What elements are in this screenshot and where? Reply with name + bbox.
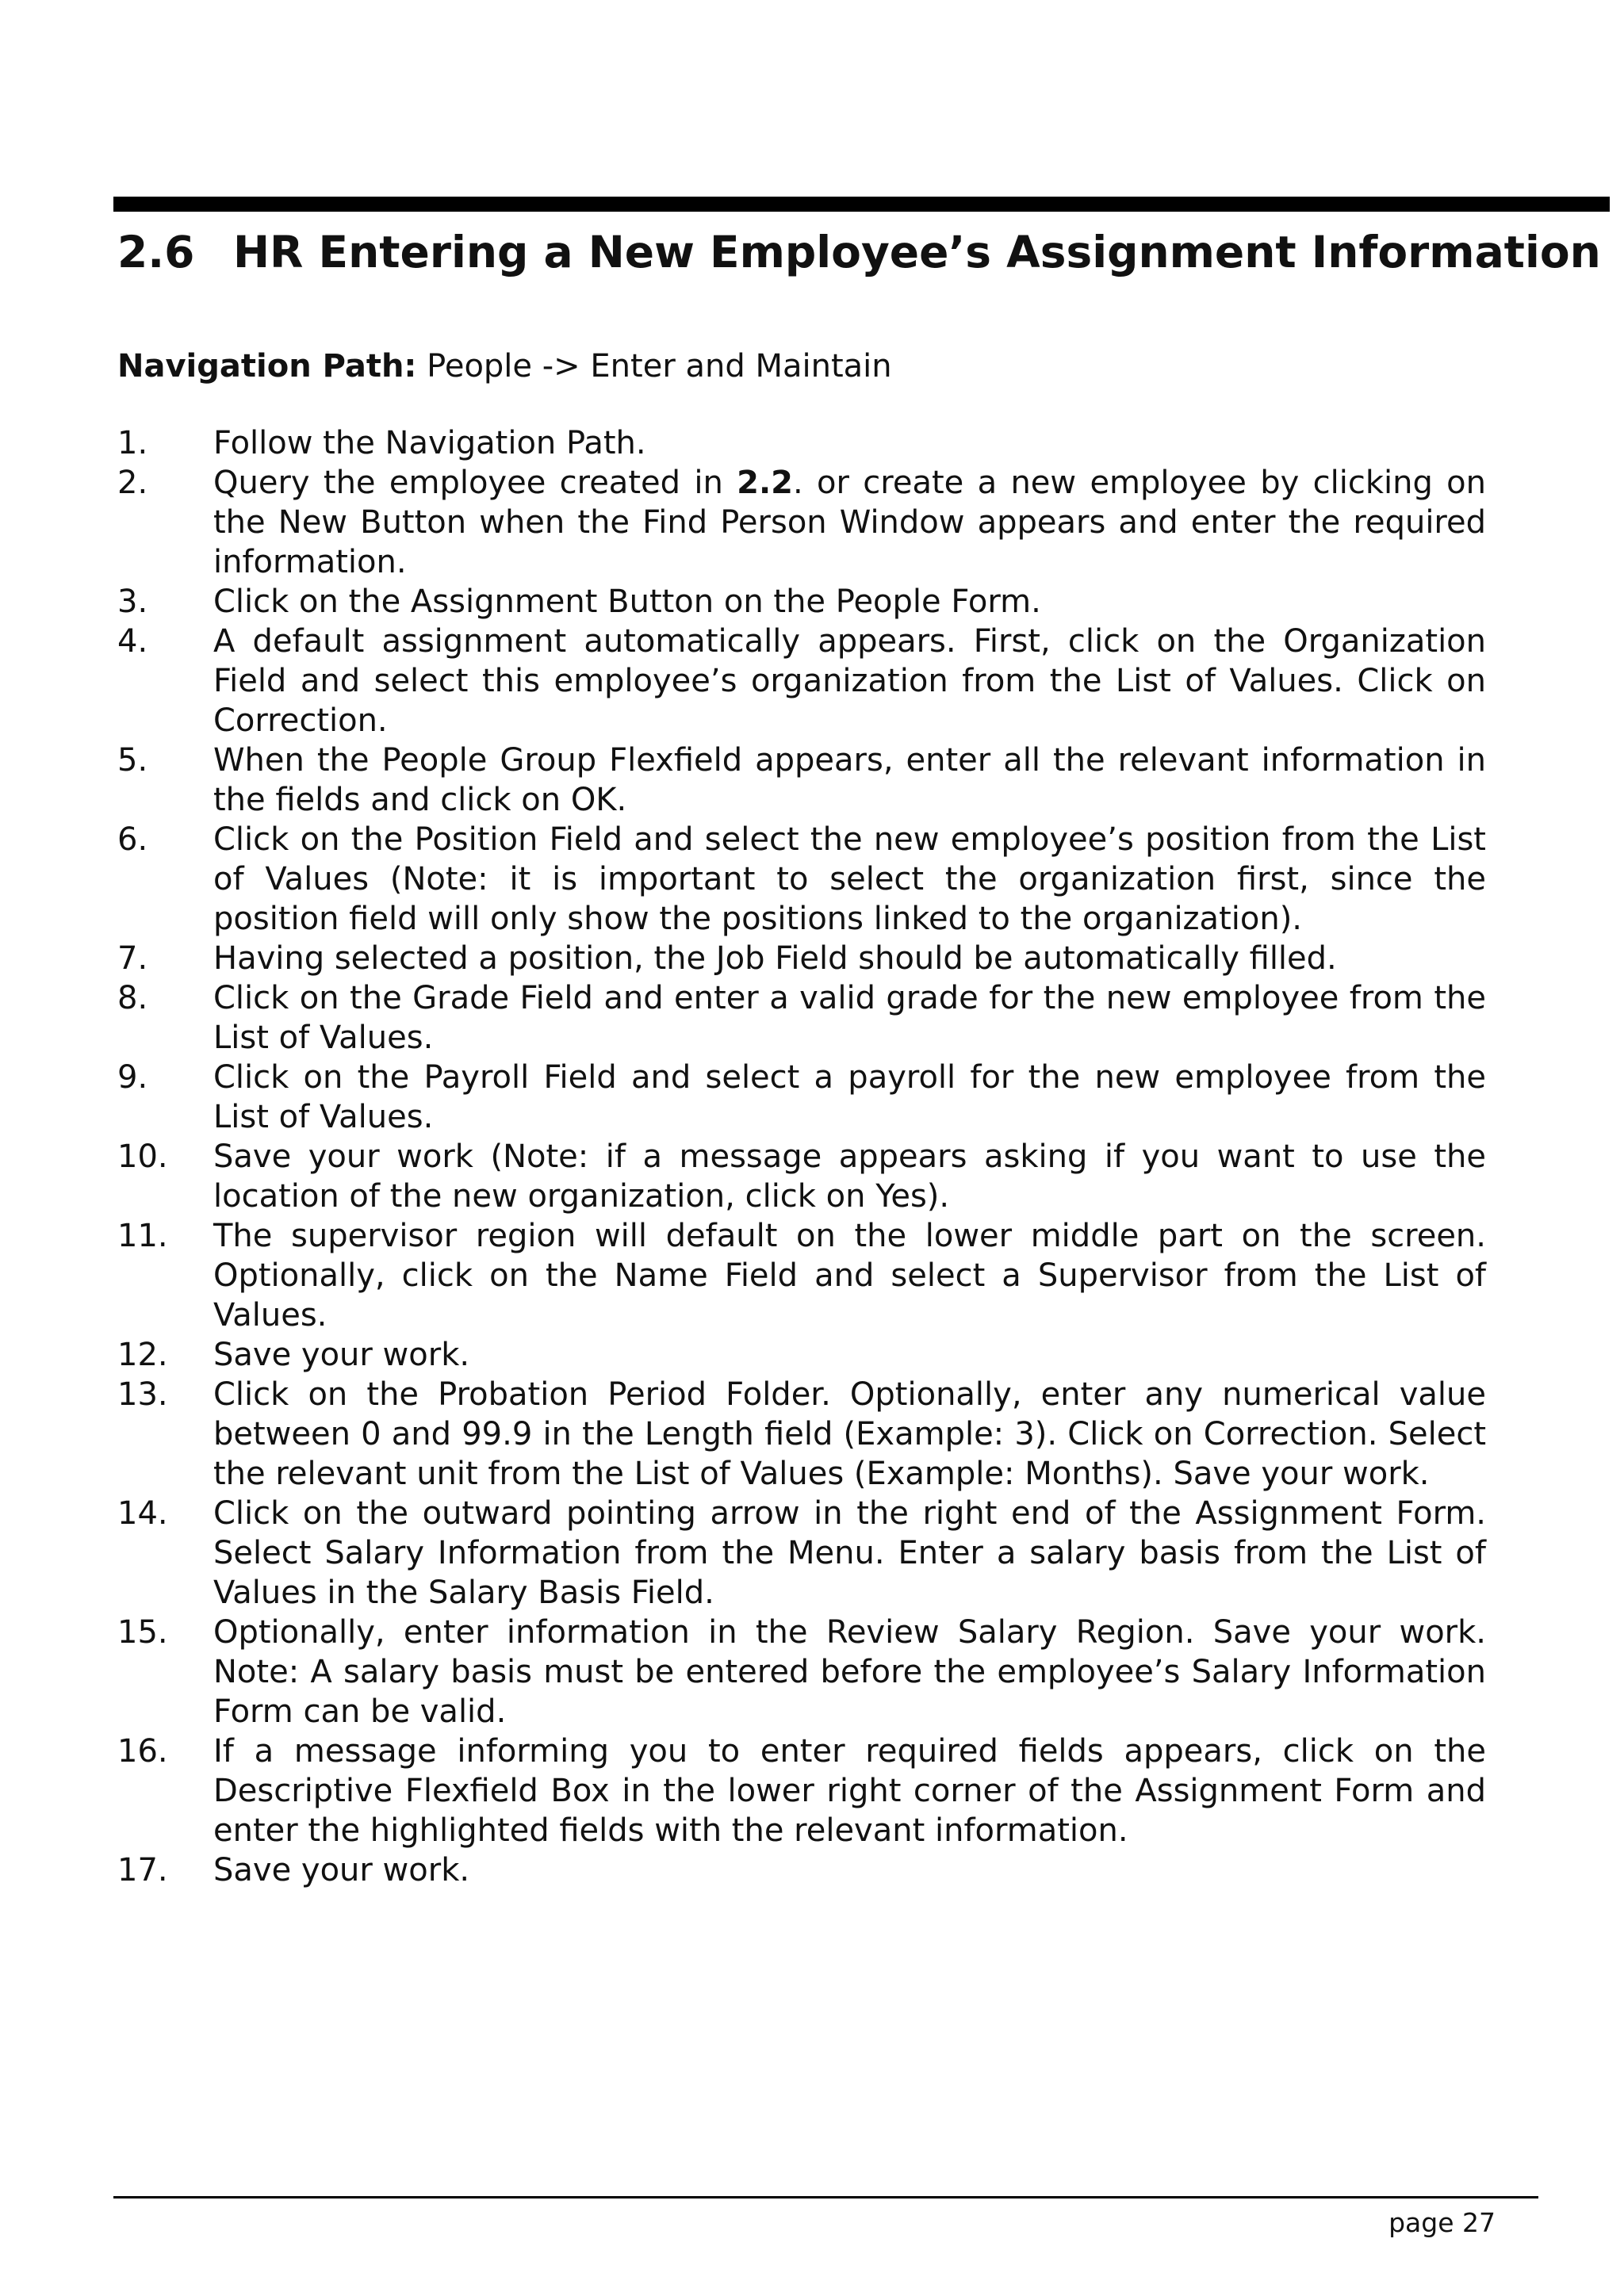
step-text: If a message informing you to enter required fields appears, click on the Descriptive Flexfield Box in the lower right corner of the Assignment Form and enter the highlighted fields with the relevant information. bbox=[213, 1733, 1486, 1849]
step-item bbox=[117, 1375, 1486, 1494]
step-number: 7. bbox=[117, 940, 148, 977]
section-title bbox=[117, 220, 1608, 284]
step-item bbox=[117, 1494, 1486, 1613]
navigation-path-label: Navigation Path: bbox=[117, 348, 417, 385]
step-text: Save your work (Note: if a message appears asking if you want to use the location of the new organization, click on Yes). bbox=[213, 1138, 1486, 1215]
step-number: 10. bbox=[117, 1138, 168, 1175]
step-item bbox=[117, 820, 1486, 939]
step-number: 6. bbox=[117, 821, 148, 858]
step-number: 5. bbox=[117, 742, 148, 779]
step-number: 11. bbox=[117, 1218, 168, 1254]
section-title-text: HR Entering a New Employee’s Assignment Information bbox=[233, 227, 1601, 277]
step-number: 14. bbox=[117, 1495, 168, 1532]
step-item bbox=[117, 1137, 1486, 1216]
step-text: Save your work. bbox=[213, 1337, 470, 1373]
step-number: 15. bbox=[117, 1614, 168, 1651]
step-number: 13. bbox=[117, 1376, 168, 1413]
step-item bbox=[117, 1613, 1486, 1732]
step-text bbox=[213, 465, 1486, 580]
step-number: 16. bbox=[117, 1733, 168, 1770]
step-text: Having selected a position, the Job Field should be automatically filled. bbox=[213, 940, 1337, 977]
step-text: Click on the Probation Period Folder. Optionally, enter any numerical value between 0 and 99.9 in the Length field (Example: 3). Click on Correction. Select the relevant unit from the List of Values (Example: Months). Save your work. bbox=[213, 1376, 1486, 1492]
step-text: Follow the Navigation Path. bbox=[213, 425, 646, 461]
step-text: Click on the Grade Field and enter a valid grade for the new employee from the List of Values. bbox=[213, 980, 1486, 1056]
step-text: Click on the outward pointing arrow in the right end of the Assignment Form. Select Salary Information from the Menu. Enter a salary basis from the List of Values in the Salary Basis Field. bbox=[213, 1495, 1486, 1611]
step-item bbox=[117, 1335, 1486, 1375]
step-number: 3. bbox=[117, 584, 148, 620]
step-text: Save your work. bbox=[213, 1852, 470, 1888]
step-item bbox=[117, 978, 1486, 1058]
step-item bbox=[117, 463, 1486, 582]
step-text: When the People Group Flexfield appears, enter all the relevant information in the fields and click on OK. bbox=[213, 742, 1486, 818]
step-text: Click on the Position Field and select the new employee’s position from the List of Values (Note: it is important to select the organization first, since the position field will only show the positions linked to the organization). bbox=[213, 821, 1486, 937]
page-number: page 27 bbox=[1388, 2207, 1496, 2238]
navigation-path-value: People -> Enter and Maintain bbox=[427, 348, 892, 385]
footer-rule bbox=[113, 2196, 1538, 2198]
step-item bbox=[117, 939, 1486, 978]
step-item bbox=[117, 622, 1486, 740]
step-text-before: Query the employee created in bbox=[213, 465, 737, 501]
navigation-path bbox=[117, 342, 892, 390]
step-item bbox=[117, 582, 1486, 622]
step-item bbox=[117, 1732, 1486, 1850]
step-item bbox=[117, 740, 1486, 820]
step-number: 4. bbox=[117, 623, 148, 660]
steps-list bbox=[117, 423, 1486, 1890]
step-text: Click on the Assignment Button on the People Form. bbox=[213, 584, 1041, 620]
step-text-reference: 2.2 bbox=[737, 465, 793, 501]
step-text: Optionally, enter information in the Review Salary Region. Save your work. Note: A salary basis must be entered before the employee’s Salary Information Form can be valid. bbox=[213, 1614, 1486, 1730]
step-text: A default assignment automatically appears. First, click on the Organization Field and select this employee’s organization from the List of Values. Click on Correction. bbox=[213, 623, 1486, 739]
step-number: 8. bbox=[117, 980, 148, 1016]
step-number: 2. bbox=[117, 465, 148, 501]
step-item bbox=[117, 423, 1486, 463]
step-item bbox=[117, 1058, 1486, 1137]
step-number: 12. bbox=[117, 1337, 168, 1373]
step-text: The supervisor region will default on the lower middle part on the screen. Optionally, click on the Name Field and select a Supervisor from the List of Values. bbox=[213, 1218, 1486, 1334]
step-number: 1. bbox=[117, 425, 148, 461]
step-text-after: . or create a new employee by clicking on the New Button when the Find Person Window appears and enter the required information. bbox=[213, 465, 1486, 580]
step-text: Click on the Payroll Field and select a payroll for the new employee from the List of Values. bbox=[213, 1059, 1486, 1135]
top-rule bbox=[113, 197, 1610, 212]
step-number: 9. bbox=[117, 1059, 148, 1096]
step-item bbox=[117, 1850, 1486, 1890]
section-number: 2.6 bbox=[117, 227, 195, 277]
step-item bbox=[117, 1216, 1486, 1335]
step-number: 17. bbox=[117, 1852, 168, 1888]
